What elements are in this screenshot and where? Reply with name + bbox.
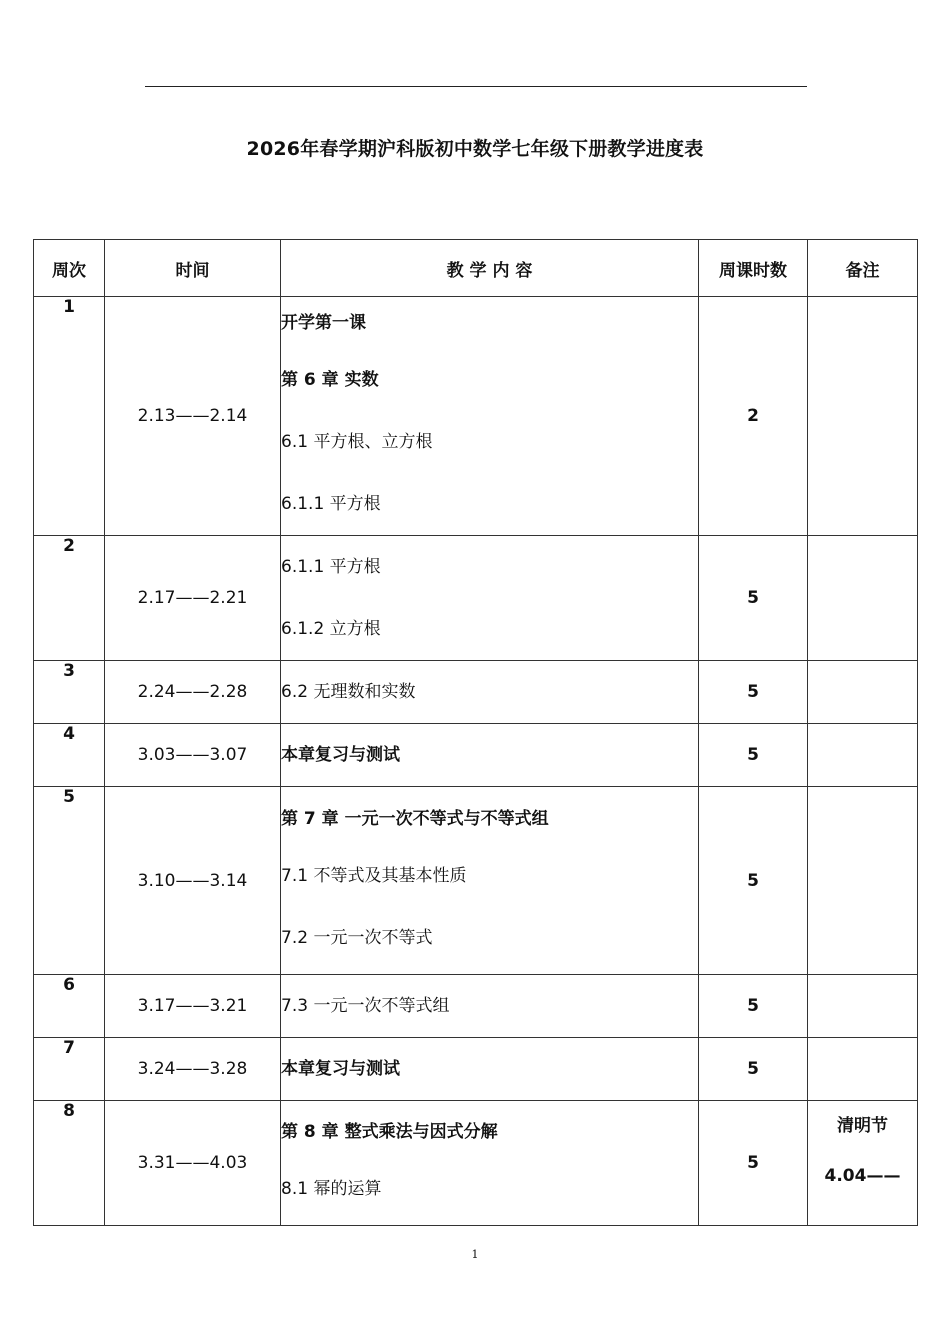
- content-cell: [281, 724, 699, 787]
- week-cell: 2: [34, 536, 105, 661]
- hours-cell: 5: [699, 787, 808, 975]
- table-row: [34, 536, 918, 661]
- document-title: 2026年春学期沪科版初中数学七年级下册教学进度表: [246, 138, 704, 160]
- note-cell: [808, 975, 918, 1038]
- content-line: 7.1 不等式及其基本性质: [281, 865, 467, 886]
- note-cell: [808, 787, 918, 975]
- content-line: 6.1.2 立方根: [281, 619, 381, 639]
- hours-cell: 5: [699, 1101, 808, 1226]
- content-cell: [281, 787, 699, 975]
- table-row: [34, 297, 918, 536]
- time-cell: 3.10——3.14: [105, 787, 281, 975]
- note-line: 4.04——: [824, 1166, 901, 1186]
- time-cell: 2.17——2.21: [105, 536, 281, 661]
- header-hours: 周课时数: [699, 240, 808, 297]
- hours-cell: 5: [699, 1038, 808, 1101]
- table-row: [34, 1038, 918, 1101]
- content-line: 6.2 无理数和实数: [281, 682, 416, 702]
- time-cell: 2.24——2.28: [105, 661, 281, 724]
- schedule-body: [34, 297, 918, 1226]
- table-row: [34, 661, 918, 724]
- hours-cell: 5: [699, 975, 808, 1038]
- week-cell: 4: [34, 724, 105, 787]
- note-cell: [808, 1101, 918, 1226]
- note-cell: [808, 536, 918, 661]
- header-rule: [145, 86, 807, 87]
- content-line: 本章复习与测试: [281, 745, 400, 765]
- note-line: 清明节: [837, 1116, 888, 1136]
- content-cell: [281, 536, 699, 661]
- time-cell: 3.24——3.28: [105, 1038, 281, 1101]
- content-line: 第 6 章 实数: [281, 370, 379, 390]
- content-line: 开学第一课: [281, 313, 366, 333]
- note-cell: [808, 297, 918, 536]
- header-note: 备注: [808, 240, 918, 297]
- schedule-table: [33, 239, 918, 1226]
- content-line: 8.1 幂的运算: [281, 1179, 382, 1199]
- table-row: [34, 1101, 918, 1226]
- content-cell: [281, 1101, 699, 1226]
- page-number: 1: [471, 1248, 479, 1261]
- header-content: 教 学 内 容: [281, 240, 699, 297]
- content-cell: [281, 297, 699, 536]
- note-cell: [808, 724, 918, 787]
- content-line: 第 7 章 一元一次不等式与不等式组: [281, 808, 549, 829]
- hours-cell: 2: [699, 297, 808, 536]
- content-line: 第 8 章 整式乘法与因式分解: [281, 1122, 498, 1142]
- content-cell: [281, 661, 699, 724]
- time-cell: 3.17——3.21: [105, 975, 281, 1038]
- time-cell: 3.03——3.07: [105, 724, 281, 787]
- table-row: [34, 787, 918, 975]
- content-line: 6.1.1 平方根: [281, 557, 381, 577]
- content-cell: [281, 1038, 699, 1101]
- week-cell: 1: [34, 297, 105, 536]
- content-line: 6.1 平方根、立方根: [281, 432, 433, 452]
- header-time: 时间: [105, 240, 281, 297]
- content-line: 7.3 一元一次不等式组: [281, 996, 450, 1016]
- table-row: [34, 724, 918, 787]
- week-cell: 8: [34, 1101, 105, 1226]
- week-cell: 3: [34, 661, 105, 724]
- hours-cell: 5: [699, 536, 808, 661]
- week-cell: 7: [34, 1038, 105, 1101]
- content-line: 7.2 一元一次不等式: [281, 927, 433, 948]
- hours-cell: 5: [699, 724, 808, 787]
- hours-cell: 5: [699, 661, 808, 724]
- content-line: 6.1.1 平方根: [281, 494, 381, 514]
- time-cell: 3.31——4.03: [105, 1101, 281, 1226]
- table-row: [34, 975, 918, 1038]
- note-cell: [808, 1038, 918, 1101]
- note-cell: [808, 661, 918, 724]
- content-cell: [281, 975, 699, 1038]
- time-cell: 2.13——2.14: [105, 297, 281, 536]
- header-week: 周次: [34, 240, 105, 297]
- week-cell: 6: [34, 975, 105, 1038]
- header-row: [34, 240, 918, 297]
- week-cell: 5: [34, 787, 105, 975]
- content-line: 本章复习与测试: [281, 1059, 400, 1079]
